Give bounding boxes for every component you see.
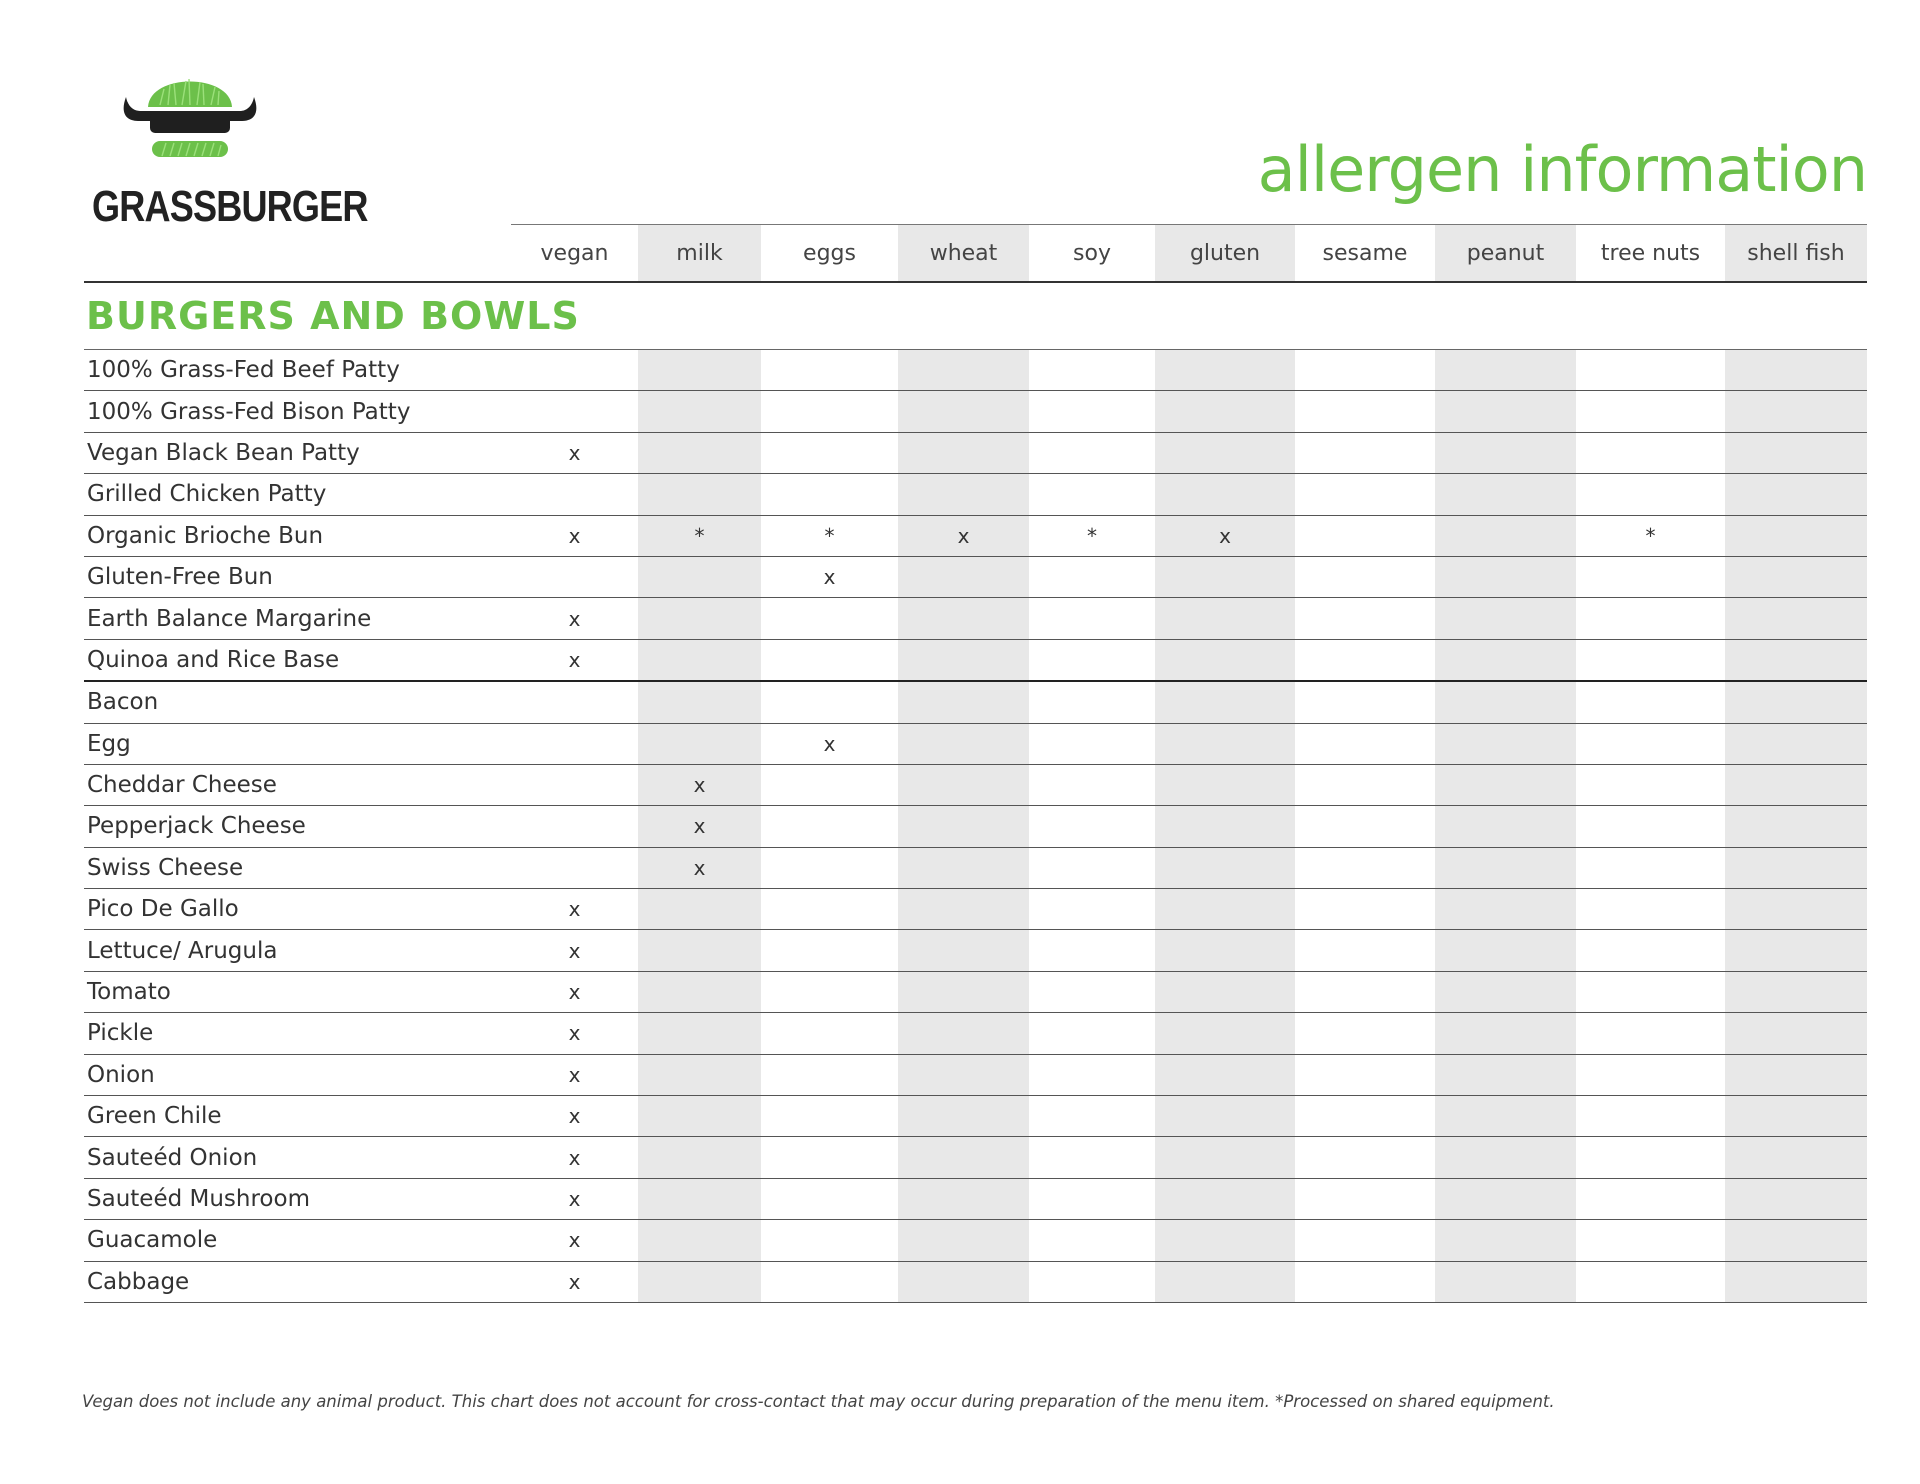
allergen-cell-peanut [1435, 723, 1576, 764]
allergen-cell-milk [638, 1178, 761, 1219]
allergen-cell-peanut [1435, 639, 1576, 681]
allergen-cell-tree-nuts [1576, 1137, 1725, 1178]
menu-item-name: Cabbage [84, 1261, 511, 1302]
allergen-cell-shell-fish [1725, 350, 1867, 391]
allergen-cell-eggs [761, 971, 898, 1012]
allergen-cell-sesame [1295, 432, 1435, 473]
allergen-cell-gluten [1155, 1137, 1295, 1178]
menu-item-name: Sauteéd Onion [84, 1137, 511, 1178]
allergen-cell-sesame [1295, 764, 1435, 805]
column-header-gluten: gluten [1155, 225, 1295, 283]
allergen-cell-peanut [1435, 432, 1576, 473]
table-row [84, 1220, 1867, 1261]
allergen-cell-sesame [1295, 1261, 1435, 1302]
allergen-cell-vegan [511, 350, 638, 391]
allergen-table-container [84, 224, 1867, 1303]
allergen-cell-gluten [1155, 1178, 1295, 1219]
allergen-cell-milk [638, 1054, 761, 1095]
menu-item-name: Earth Balance Margarine [84, 598, 511, 639]
table-row [84, 1013, 1867, 1054]
menu-item-name: Bacon [84, 681, 511, 723]
allergen-cell-tree-nuts [1576, 432, 1725, 473]
allergen-cell-shell-fish [1725, 806, 1867, 847]
allergen-cell-tree-nuts [1576, 1220, 1725, 1261]
column-header-shell-fish: shell fish [1725, 225, 1867, 283]
allergen-cell-peanut [1435, 391, 1576, 432]
menu-item-name: 100% Grass-Fed Bison Patty [84, 391, 511, 432]
allergen-cell-eggs [761, 930, 898, 971]
allergen-cell-wheat [898, 556, 1029, 597]
allergen-cell-milk: * [638, 515, 761, 556]
allergen-cell-gluten [1155, 764, 1295, 805]
allergen-cell-eggs: x [761, 723, 898, 764]
allergen-cell-vegan: x [511, 889, 638, 930]
allergen-cell-gluten [1155, 639, 1295, 681]
column-header-wheat: wheat [898, 225, 1029, 283]
allergen-cell-shell-fish [1725, 1178, 1867, 1219]
allergen-cell-vegan [511, 764, 638, 805]
allergen-cell-eggs: * [761, 515, 898, 556]
allergen-cell-soy [1029, 1013, 1155, 1054]
allergen-cell-peanut [1435, 1013, 1576, 1054]
allergen-cell-gluten [1155, 350, 1295, 391]
allergen-cell-tree-nuts [1576, 847, 1725, 888]
allergen-cell-milk [638, 930, 761, 971]
allergen-cell-gluten [1155, 681, 1295, 723]
allergen-cell-milk [638, 474, 761, 515]
allergen-cell-tree-nuts [1576, 723, 1725, 764]
table-row [84, 350, 1867, 391]
allergen-cell-gluten [1155, 1261, 1295, 1302]
allergen-cell-milk [638, 639, 761, 681]
allergen-cell-peanut [1435, 806, 1576, 847]
allergen-cell-wheat [898, 350, 1029, 391]
allergen-cell-milk [638, 723, 761, 764]
table-row [84, 1137, 1867, 1178]
allergen-cell-soy [1029, 432, 1155, 473]
allergen-cell-sesame [1295, 515, 1435, 556]
allergen-cell-peanut [1435, 556, 1576, 597]
table-row [84, 971, 1867, 1012]
allergen-cell-peanut [1435, 474, 1576, 515]
allergen-cell-gluten: x [1155, 515, 1295, 556]
allergen-cell-shell-fish [1725, 598, 1867, 639]
allergen-cell-soy [1029, 930, 1155, 971]
column-header-tree-nuts: tree nuts [1576, 225, 1725, 283]
allergen-cell-eggs [761, 847, 898, 888]
allergen-cell-shell-fish [1725, 764, 1867, 805]
allergen-cell-wheat [898, 764, 1029, 805]
menu-item-name: Cheddar Cheese [84, 764, 511, 805]
allergen-cell-eggs [761, 1261, 898, 1302]
allergen-cell-shell-fish [1725, 1137, 1867, 1178]
menu-item-name: Egg [84, 723, 511, 764]
menu-item-name: Onion [84, 1054, 511, 1095]
allergen-cell-soy [1029, 764, 1155, 805]
allergen-cell-peanut [1435, 598, 1576, 639]
allergen-cell-vegan [511, 681, 638, 723]
allergen-cell-sesame [1295, 971, 1435, 1012]
allergen-cell-wheat [898, 847, 1029, 888]
allergen-cell-shell-fish [1725, 1013, 1867, 1054]
table-row [84, 930, 1867, 971]
allergen-cell-wheat [898, 930, 1029, 971]
allergen-cell-vegan: x [511, 1054, 638, 1095]
table-row [84, 1054, 1867, 1095]
allergen-cell-tree-nuts [1576, 1261, 1725, 1302]
allergen-cell-tree-nuts [1576, 350, 1725, 391]
allergen-cell-milk [638, 971, 761, 1012]
allergen-cell-peanut [1435, 681, 1576, 723]
allergen-cell-gluten [1155, 1096, 1295, 1137]
column-header-row [84, 225, 1867, 283]
allergen-cell-sesame [1295, 1137, 1435, 1178]
allergen-cell-peanut [1435, 1096, 1576, 1137]
allergen-cell-soy [1029, 723, 1155, 764]
allergen-cell-tree-nuts [1576, 1096, 1725, 1137]
table-row [84, 474, 1867, 515]
allergen-cell-soy [1029, 1137, 1155, 1178]
allergen-cell-milk [638, 391, 761, 432]
table-row [84, 723, 1867, 764]
allergen-cell-gluten [1155, 847, 1295, 888]
allergen-cell-soy [1029, 806, 1155, 847]
allergen-cell-gluten [1155, 1013, 1295, 1054]
footnote: Vegan does not include any animal product. This chart does not account for cross-contact that may occur during preparation of the menu item. *Processed on shared equipment. [82, 1392, 1555, 1411]
allergen-cell-eggs: x [761, 556, 898, 597]
allergen-cell-sesame [1295, 556, 1435, 597]
allergen-cell-tree-nuts [1576, 639, 1725, 681]
menu-item-name: Vegan Black Bean Patty [84, 432, 511, 473]
allergen-cell-milk [638, 1096, 761, 1137]
allergen-cell-vegan: x [511, 639, 638, 681]
allergen-cell-shell-fish [1725, 391, 1867, 432]
allergen-cell-wheat [898, 598, 1029, 639]
allergen-cell-milk [638, 1261, 761, 1302]
allergen-cell-sesame [1295, 1096, 1435, 1137]
allergen-cell-tree-nuts [1576, 1054, 1725, 1095]
table-row [84, 764, 1867, 805]
allergen-cell-shell-fish [1725, 556, 1867, 597]
allergen-cell-gluten [1155, 971, 1295, 1012]
column-header-vegan: vegan [511, 225, 638, 283]
allergen-cell-shell-fish [1725, 681, 1867, 723]
table-row [84, 598, 1867, 639]
table-row [84, 1178, 1867, 1219]
allergen-cell-shell-fish [1725, 639, 1867, 681]
section-header-row [84, 282, 1867, 350]
allergen-cell-eggs [761, 391, 898, 432]
item-column-header [84, 225, 511, 283]
allergen-cell-vegan [511, 847, 638, 888]
menu-item-name: Guacamole [84, 1220, 511, 1261]
allergen-cell-gluten [1155, 806, 1295, 847]
allergen-cell-shell-fish [1725, 1220, 1867, 1261]
allergen-cell-milk: x [638, 806, 761, 847]
allergen-cell-shell-fish [1725, 971, 1867, 1012]
allergen-cell-vegan: x [511, 515, 638, 556]
allergen-cell-soy [1029, 1178, 1155, 1219]
grassburger-logo [90, 55, 330, 175]
allergen-cell-gluten [1155, 598, 1295, 639]
allergen-cell-sesame [1295, 847, 1435, 888]
allergen-cell-tree-nuts [1576, 889, 1725, 930]
allergen-cell-milk: x [638, 847, 761, 888]
menu-item-name: Grilled Chicken Patty [84, 474, 511, 515]
allergen-cell-soy [1029, 391, 1155, 432]
allergen-cell-eggs [761, 764, 898, 805]
allergen-cell-gluten [1155, 930, 1295, 971]
allergen-cell-vegan [511, 723, 638, 764]
table-row [84, 681, 1867, 723]
allergen-cell-milk [638, 1013, 761, 1054]
allergen-cell-sesame [1295, 350, 1435, 391]
allergen-cell-eggs [761, 432, 898, 473]
allergen-cell-eggs [761, 1096, 898, 1137]
allergen-cell-tree-nuts [1576, 1178, 1725, 1219]
allergen-cell-peanut [1435, 515, 1576, 556]
allergen-cell-wheat [898, 806, 1029, 847]
allergen-cell-sesame [1295, 1013, 1435, 1054]
allergen-cell-eggs [761, 1137, 898, 1178]
allergen-cell-eggs [761, 1054, 898, 1095]
allergen-cell-milk [638, 350, 761, 391]
allergen-cell-tree-nuts [1576, 681, 1725, 723]
allergen-cell-wheat [898, 474, 1029, 515]
column-header-soy: soy [1029, 225, 1155, 283]
allergen-cell-sesame [1295, 1054, 1435, 1095]
allergen-cell-eggs [761, 1220, 898, 1261]
allergen-cell-tree-nuts [1576, 930, 1725, 971]
table-row [84, 847, 1867, 888]
allergen-cell-milk [638, 432, 761, 473]
allergen-cell-gluten [1155, 1220, 1295, 1261]
allergen-cell-peanut [1435, 1054, 1576, 1095]
allergen-cell-peanut [1435, 971, 1576, 1012]
allergen-cell-soy [1029, 598, 1155, 639]
table-row [84, 639, 1867, 681]
allergen-cell-tree-nuts [1576, 474, 1725, 515]
allergen-cell-peanut [1435, 1178, 1576, 1219]
allergen-cell-peanut [1435, 930, 1576, 971]
allergen-cell-eggs [761, 1178, 898, 1219]
allergen-cell-shell-fish [1725, 930, 1867, 971]
allergen-cell-wheat [898, 639, 1029, 681]
menu-item-name: Pepperjack Cheese [84, 806, 511, 847]
column-header-sesame: sesame [1295, 225, 1435, 283]
allergen-cell-gluten [1155, 474, 1295, 515]
allergen-cell-peanut [1435, 889, 1576, 930]
allergen-cell-wheat [898, 681, 1029, 723]
allergen-cell-eggs [761, 598, 898, 639]
allergen-cell-eggs [761, 350, 898, 391]
allergen-cell-peanut [1435, 847, 1576, 888]
allergen-cell-wheat [898, 971, 1029, 1012]
allergen-cell-shell-fish [1725, 889, 1867, 930]
allergen-cell-soy [1029, 639, 1155, 681]
section-title-text: BURGERS AND BOWLS [86, 294, 580, 338]
allergen-cell-wheat [898, 723, 1029, 764]
allergen-cell-shell-fish [1725, 515, 1867, 556]
allergen-cell-tree-nuts: * [1576, 515, 1725, 556]
allergen-cell-vegan: x [511, 1261, 638, 1302]
allergen-cell-wheat [898, 889, 1029, 930]
table-row [84, 391, 1867, 432]
allergen-cell-shell-fish [1725, 1054, 1867, 1095]
allergen-cell-sesame [1295, 723, 1435, 764]
allergen-cell-shell-fish [1725, 847, 1867, 888]
allergen-cell-tree-nuts [1576, 556, 1725, 597]
allergen-cell-sesame [1295, 639, 1435, 681]
allergen-cell-gluten [1155, 1054, 1295, 1095]
allergen-cell-milk [638, 889, 761, 930]
allergen-cell-soy [1029, 1220, 1155, 1261]
allergen-cell-wheat [898, 1137, 1029, 1178]
allergen-cell-gluten [1155, 432, 1295, 473]
table-row [84, 889, 1867, 930]
menu-item-name: Organic Brioche Bun [84, 515, 511, 556]
allergen-cell-peanut [1435, 1137, 1576, 1178]
allergen-cell-tree-nuts [1576, 1013, 1725, 1054]
menu-item-name: Lettuce/ Arugula [84, 930, 511, 971]
allergen-cell-peanut [1435, 764, 1576, 805]
allergen-cell-soy [1029, 1261, 1155, 1302]
allergen-cell-shell-fish [1725, 723, 1867, 764]
allergen-cell-peanut [1435, 350, 1576, 391]
allergen-cell-shell-fish [1725, 1261, 1867, 1302]
menu-item-name: Gluten-Free Bun [84, 556, 511, 597]
allergen-cell-gluten [1155, 723, 1295, 764]
allergen-cell-peanut [1435, 1261, 1576, 1302]
menu-item-name: Quinoa and Rice Base [84, 639, 511, 681]
allergen-cell-sesame [1295, 391, 1435, 432]
allergen-cell-wheat [898, 1220, 1029, 1261]
allergen-cell-wheat [898, 1054, 1029, 1095]
allergen-cell-milk [638, 681, 761, 723]
allergen-cell-soy [1029, 681, 1155, 723]
allergen-cell-wheat [898, 432, 1029, 473]
allergen-cell-eggs [761, 681, 898, 723]
allergen-cell-milk [638, 1220, 761, 1261]
allergen-cell-sesame [1295, 930, 1435, 971]
allergen-cell-gluten [1155, 391, 1295, 432]
table-row [84, 806, 1867, 847]
allergen-cell-eggs [761, 474, 898, 515]
table-row [84, 1096, 1867, 1137]
menu-item-name: Swiss Cheese [84, 847, 511, 888]
allergen-cell-shell-fish [1725, 1096, 1867, 1137]
allergen-cell-vegan [511, 391, 638, 432]
allergen-cell-sesame [1295, 681, 1435, 723]
allergen-cell-vegan [511, 474, 638, 515]
allergen-cell-milk [638, 598, 761, 639]
allergen-cell-sesame [1295, 806, 1435, 847]
table-row [84, 432, 1867, 473]
column-header-eggs: eggs [761, 225, 898, 283]
table-row [84, 1261, 1867, 1302]
allergen-cell-vegan: x [511, 971, 638, 1012]
allergen-cell-eggs [761, 639, 898, 681]
allergen-cell-vegan: x [511, 598, 638, 639]
allergen-cell-sesame [1295, 1220, 1435, 1261]
page-title: allergen information [1257, 133, 1867, 206]
allergen-cell-wheat: x [898, 515, 1029, 556]
allergen-cell-vegan [511, 556, 638, 597]
table-row [84, 515, 1867, 556]
allergen-cell-tree-nuts [1576, 971, 1725, 1012]
allergen-cell-sesame [1295, 889, 1435, 930]
allergen-cell-milk [638, 556, 761, 597]
allergen-cell-vegan [511, 806, 638, 847]
allergen-cell-tree-nuts [1576, 598, 1725, 639]
allergen-cell-soy [1029, 1054, 1155, 1095]
menu-item-name: Tomato [84, 971, 511, 1012]
column-header-milk: milk [638, 225, 761, 283]
allergen-cell-shell-fish [1725, 474, 1867, 515]
allergen-cell-soy [1029, 474, 1155, 515]
allergen-cell-eggs [761, 1013, 898, 1054]
allergen-cell-vegan: x [511, 1096, 638, 1137]
menu-item-name: Pico De Gallo [84, 889, 511, 930]
allergen-cell-eggs [761, 806, 898, 847]
allergen-cell-soy [1029, 350, 1155, 391]
allergen-table [84, 224, 1867, 1303]
allergen-cell-milk: x [638, 764, 761, 805]
allergen-cell-soy [1029, 847, 1155, 888]
allergen-cell-gluten [1155, 889, 1295, 930]
allergen-cell-vegan: x [511, 1178, 638, 1219]
allergen-cell-soy [1029, 889, 1155, 930]
allergen-cell-tree-nuts [1576, 806, 1725, 847]
allergen-cell-shell-fish [1725, 432, 1867, 473]
allergen-cell-wheat [898, 1013, 1029, 1054]
allergen-cell-gluten [1155, 556, 1295, 597]
allergen-cell-soy [1029, 971, 1155, 1012]
column-header-peanut: peanut [1435, 225, 1576, 283]
brand-name: GRASSBURGER [92, 182, 368, 231]
allergen-cell-tree-nuts [1576, 764, 1725, 805]
allergen-cell-vegan: x [511, 1137, 638, 1178]
allergen-cell-tree-nuts [1576, 391, 1725, 432]
allergen-cell-soy [1029, 1096, 1155, 1137]
allergen-cell-vegan: x [511, 930, 638, 971]
allergen-cell-wheat [898, 1261, 1029, 1302]
allergen-cell-sesame [1295, 598, 1435, 639]
allergen-cell-soy: * [1029, 515, 1155, 556]
menu-item-name: Green Chile [84, 1096, 511, 1137]
table-row [84, 556, 1867, 597]
menu-item-name: 100% Grass-Fed Beef Patty [84, 350, 511, 391]
allergen-cell-peanut [1435, 1220, 1576, 1261]
allergen-cell-soy [1029, 556, 1155, 597]
section-title [84, 282, 1867, 350]
allergen-cell-wheat [898, 1096, 1029, 1137]
allergen-cell-vegan: x [511, 1220, 638, 1261]
allergen-cell-vegan: x [511, 1013, 638, 1054]
burger-logo-icon [90, 55, 290, 175]
allergen-cell-vegan: x [511, 432, 638, 473]
allergen-cell-eggs [761, 889, 898, 930]
menu-item-name: Sauteéd Mushroom [84, 1178, 511, 1219]
allergen-cell-sesame [1295, 1178, 1435, 1219]
allergen-cell-sesame [1295, 474, 1435, 515]
allergen-cell-wheat [898, 391, 1029, 432]
menu-item-name: Pickle [84, 1013, 511, 1054]
allergen-cell-milk [638, 1137, 761, 1178]
allergen-cell-wheat [898, 1178, 1029, 1219]
